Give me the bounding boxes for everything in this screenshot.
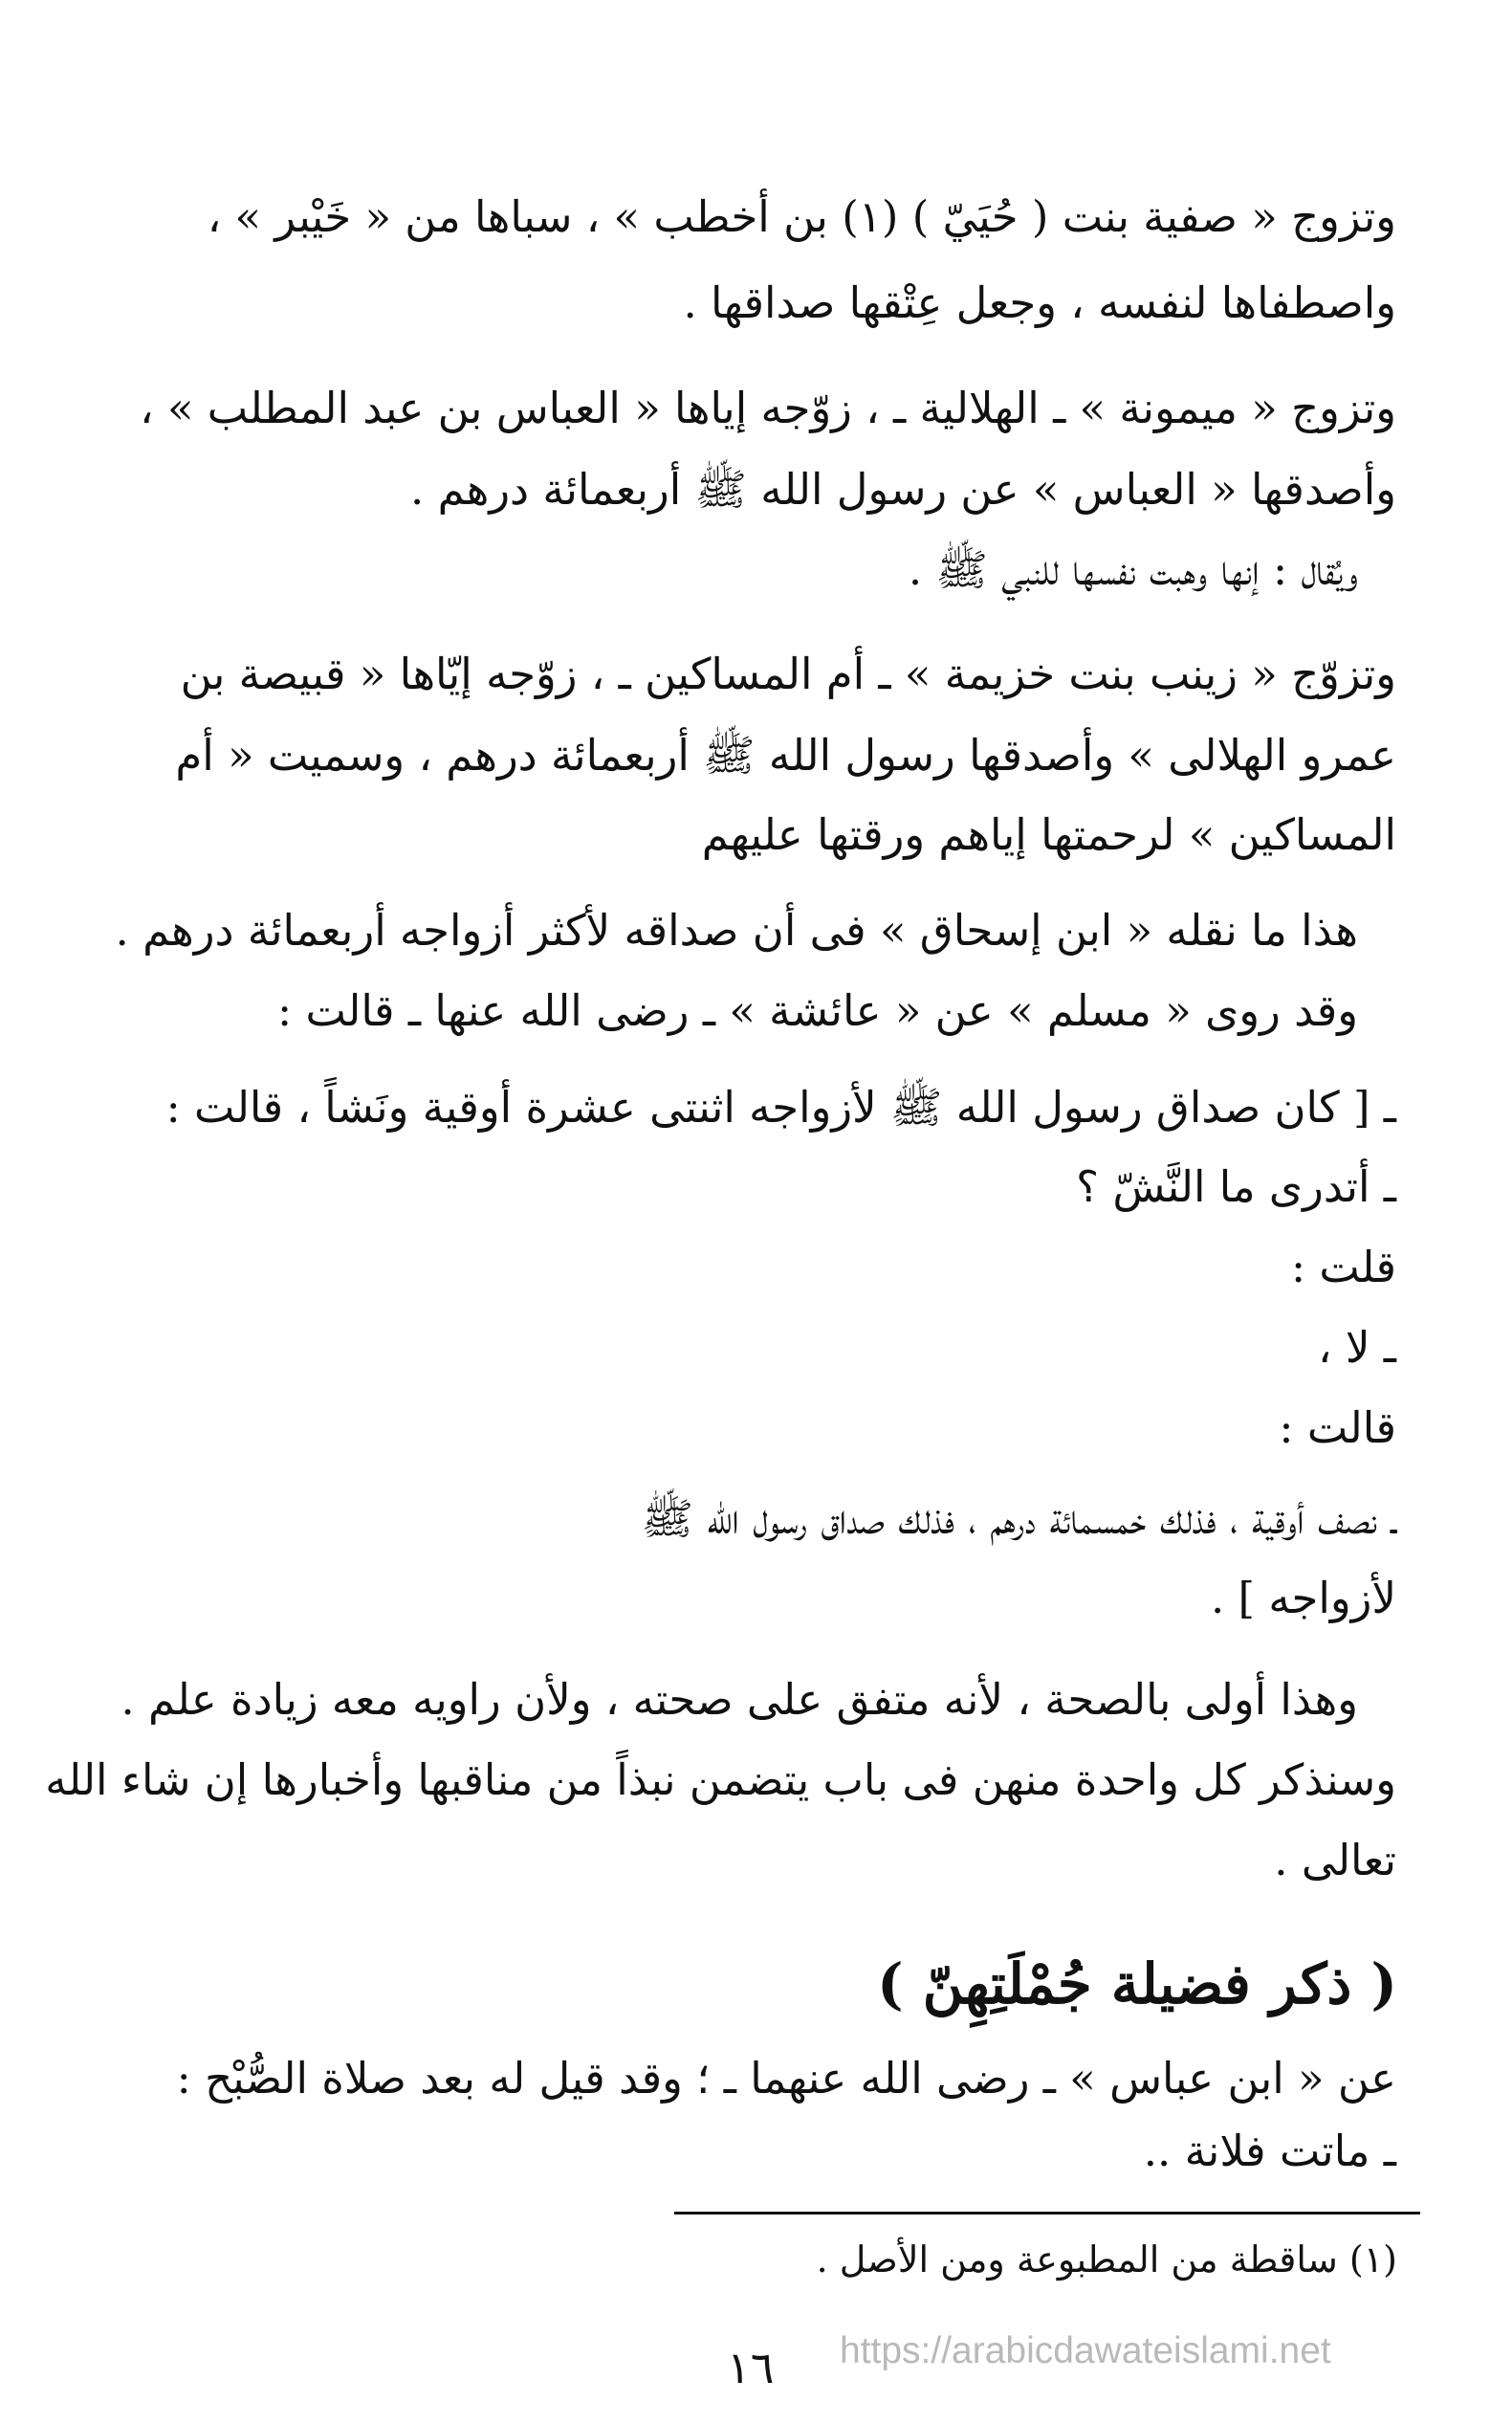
watermark-url: https://arabicdawateislami.net [840, 2330, 1331, 2371]
text-line: ـ [ كان صداق رسول الله ﷺ لأزواجه اثنتى عشرة أوقية ونَشاً ، قالت : [165, 1082, 1396, 1133]
footnote-divider [674, 2212, 1420, 2215]
text-line: واصطفاها لنفسه ، وجعل عِتْقها صداقها . [683, 277, 1396, 328]
text-line: وسنذكر كل واحدة منهن فى باب يتضمن نبذاً من مناقبها وأخبارها إن شاء الله [45, 1754, 1396, 1805]
text-line: قالت : [1279, 1402, 1396, 1453]
text-line: تعالى . [1274, 1835, 1396, 1885]
text-line: عن « ابن عباس » ـ رضى الله عنهما ـ ؛ وقد قيل له بعد صلاة الصُّبْح : [176, 2053, 1396, 2104]
text-line: ـ أتدرى ما النَّشّ ؟ [1076, 1161, 1396, 1212]
text-line: وتزوّج « زينب بنت خزيمة » ـ أم المساكين ـ ، زوّجه إيّاها « قبيصة بن [180, 649, 1396, 699]
section-heading: ( ذكر فضيلة جُمْلَتِهِنّ ) [877, 1951, 1397, 2016]
text-line: ـ ماتت فلانة .. [1143, 2126, 1396, 2176]
text-line: لأزواجه ] . [1210, 1573, 1396, 1623]
footnote: (١) ساقطة من المطبوعة ومن الأصل . [816, 2238, 1397, 2281]
text-line: قلت : [1290, 1242, 1396, 1292]
text-line: وهذا أولى بالصحة ، لأنه متفق على صحته ، ولأن راويه معه زيادة علم . [121, 1674, 1358, 1725]
text-line: وتزوج « صفية بنت ( حُيَيّ ) (١) بن أخطب » ، سباها من « خَيْبر » ، [207, 191, 1396, 242]
text-line: ويُقال : إنها وهبت نفسها للنبي ﷺ . [908, 544, 1358, 595]
text-line: وأصدقها « العباس » عن رسول الله ﷺ أربعمائة درهم . [410, 464, 1396, 515]
text-line: هذا ما نقله « ابن إسحاق » فى أن صداقه لأكثر أزواجه أربعمائة درهم . [115, 905, 1358, 956]
text-line: وقد روى « مسلم » عن « عائشة » ـ رضى الله عنها ـ قالت : [276, 985, 1358, 1036]
text-line: ـ نصف أوقية ، فذلك خمسمائة درهم ، فذلك صداق رسول الله ﷺ [641, 1493, 1396, 1544]
text-line: عمرو الهلالى » وأصدقها رسول الله ﷺ أربعمائة درهم ، وسميت « أم [175, 730, 1396, 781]
text-line: المساكين » لرحمتها إياهم ورقتها عليهم [701, 809, 1396, 860]
text-line: ـ لا ، [1318, 1322, 1396, 1373]
page-number: ١٦ [727, 2342, 775, 2393]
text-line: وتزوج « ميمونة » ـ الهلالية ـ ، زوّجه إياها « العباس بن عبد المطلب » ، [140, 383, 1396, 433]
